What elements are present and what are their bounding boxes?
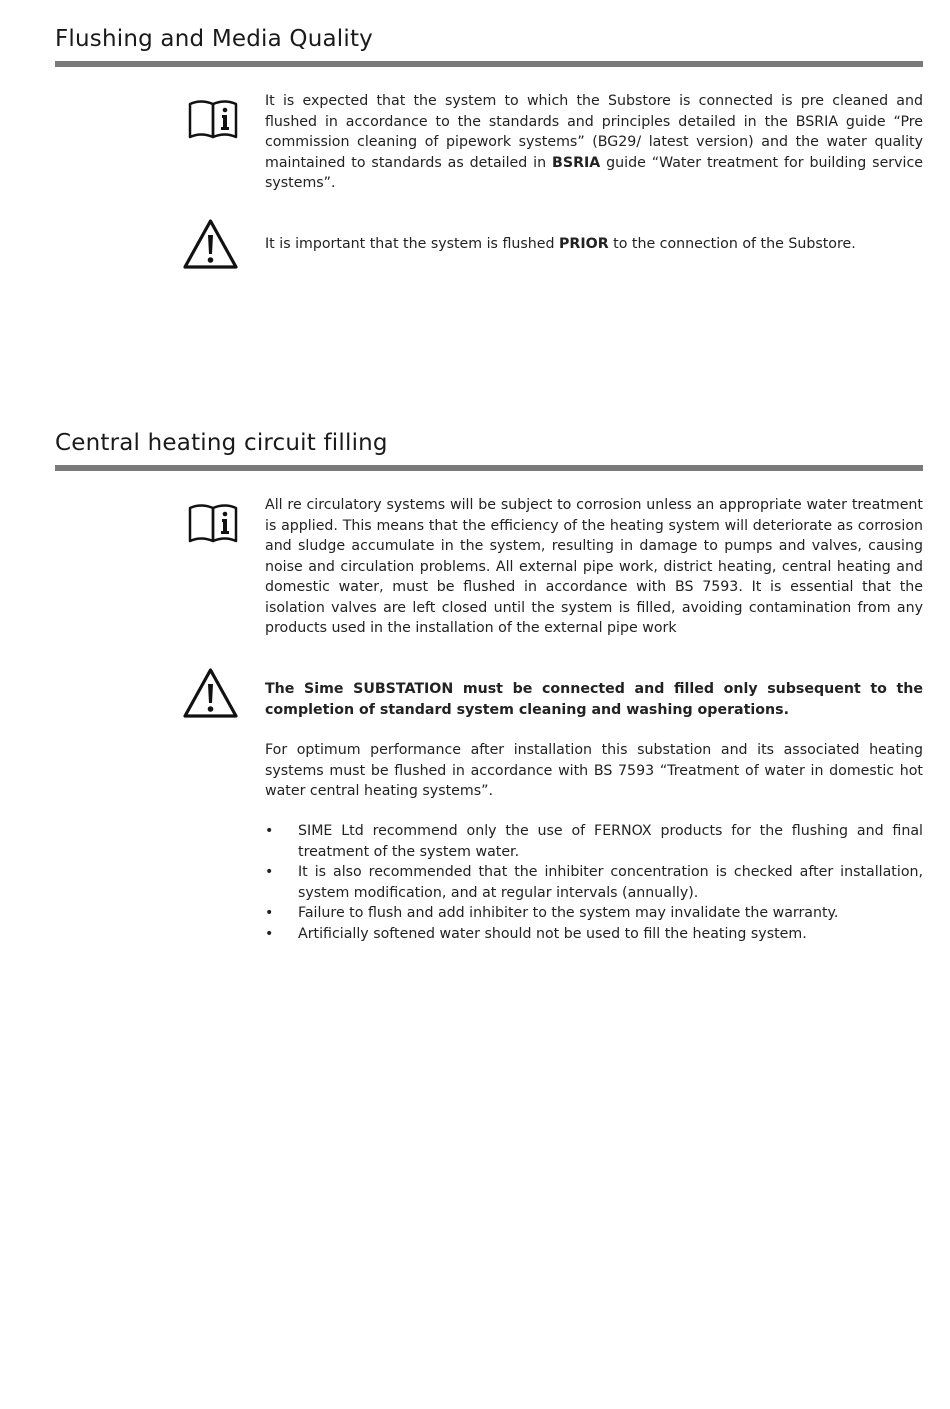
manual-info-icon [188,99,238,141]
flushing-info-paragraph: It is expected that the system to which the Substore is connected is pre cleaned and flushed in accordance to the standards and principles detailed in the BSRIA guide “Pre commission cleaning of pipework systems” (BG29/ latest version) and the water quality maintained to standards as detailed in BSRIA guide “Water treatment for building service systems”. [265,93,923,191]
section-title-central-heating: Central heating circuit filling [55,430,388,456]
recommendation-list [265,821,923,944]
heating-info-paragraphs [265,495,923,639]
list-item: • It is also recommended that the inhibiter concentration is checked after installation, system modification, and at regular intervals (annually). [265,864,923,901]
bullet-icon: • [265,925,274,942]
warning-triangle-icon [182,667,239,719]
section-divider [55,61,923,67]
bullet-icon: • [265,864,274,880]
section-title-flushing: Flushing and Media Quality [55,26,373,52]
heating-warning-paragraph: The Sime SUBSTATION must be connected and filled only subsequent to the completion of standard system cleaning and washing operations. [265,681,923,718]
manual-info-icon [188,503,238,545]
info-paragraph: All re circulatory systems will be subject to corrosion unless an appropriate water treatment is applied. This means that the efficiency of the heating system will deteriorate as corrosion and sludge accumulate in the system, resulting in damage to pumps and valves, causing noise and circulation problems. [265,497,923,575]
bullet-icon: • [265,905,274,921]
section-divider [55,465,923,471]
info-paragraph: All external pipe work, district heating, central heating and domestic water, must be flushed in accordance with BS 7593. [265,558,923,595]
flushing-warning-paragraph: It is important that the system is flushed PRIOR to the connection of the Substore. [265,236,856,252]
warning-triangle-icon [182,218,239,270]
performance-paragraph: For optimum performance after installation this substation and its associated heating systems must be flushed in accordance with BS 7593 “Treatment of water in domestic hot water central heating systems”. [265,742,923,799]
bullet-icon: • [265,823,274,839]
info-paragraph: It is essential that the isolation valves are left closed until the system is filled, avoiding contamination from any products used in the installation of the external pipe work [265,579,923,636]
list-item: • Artificially softened water should not be used to fill the heating system. [265,924,923,945]
list-item: • SIME Ltd recommend only the use of FERNOX products for the flushing and final treatment of the system water. [265,823,923,860]
list-item: • Failure to flush and add inhibiter to the system may invalidate the warranty. [265,903,923,924]
